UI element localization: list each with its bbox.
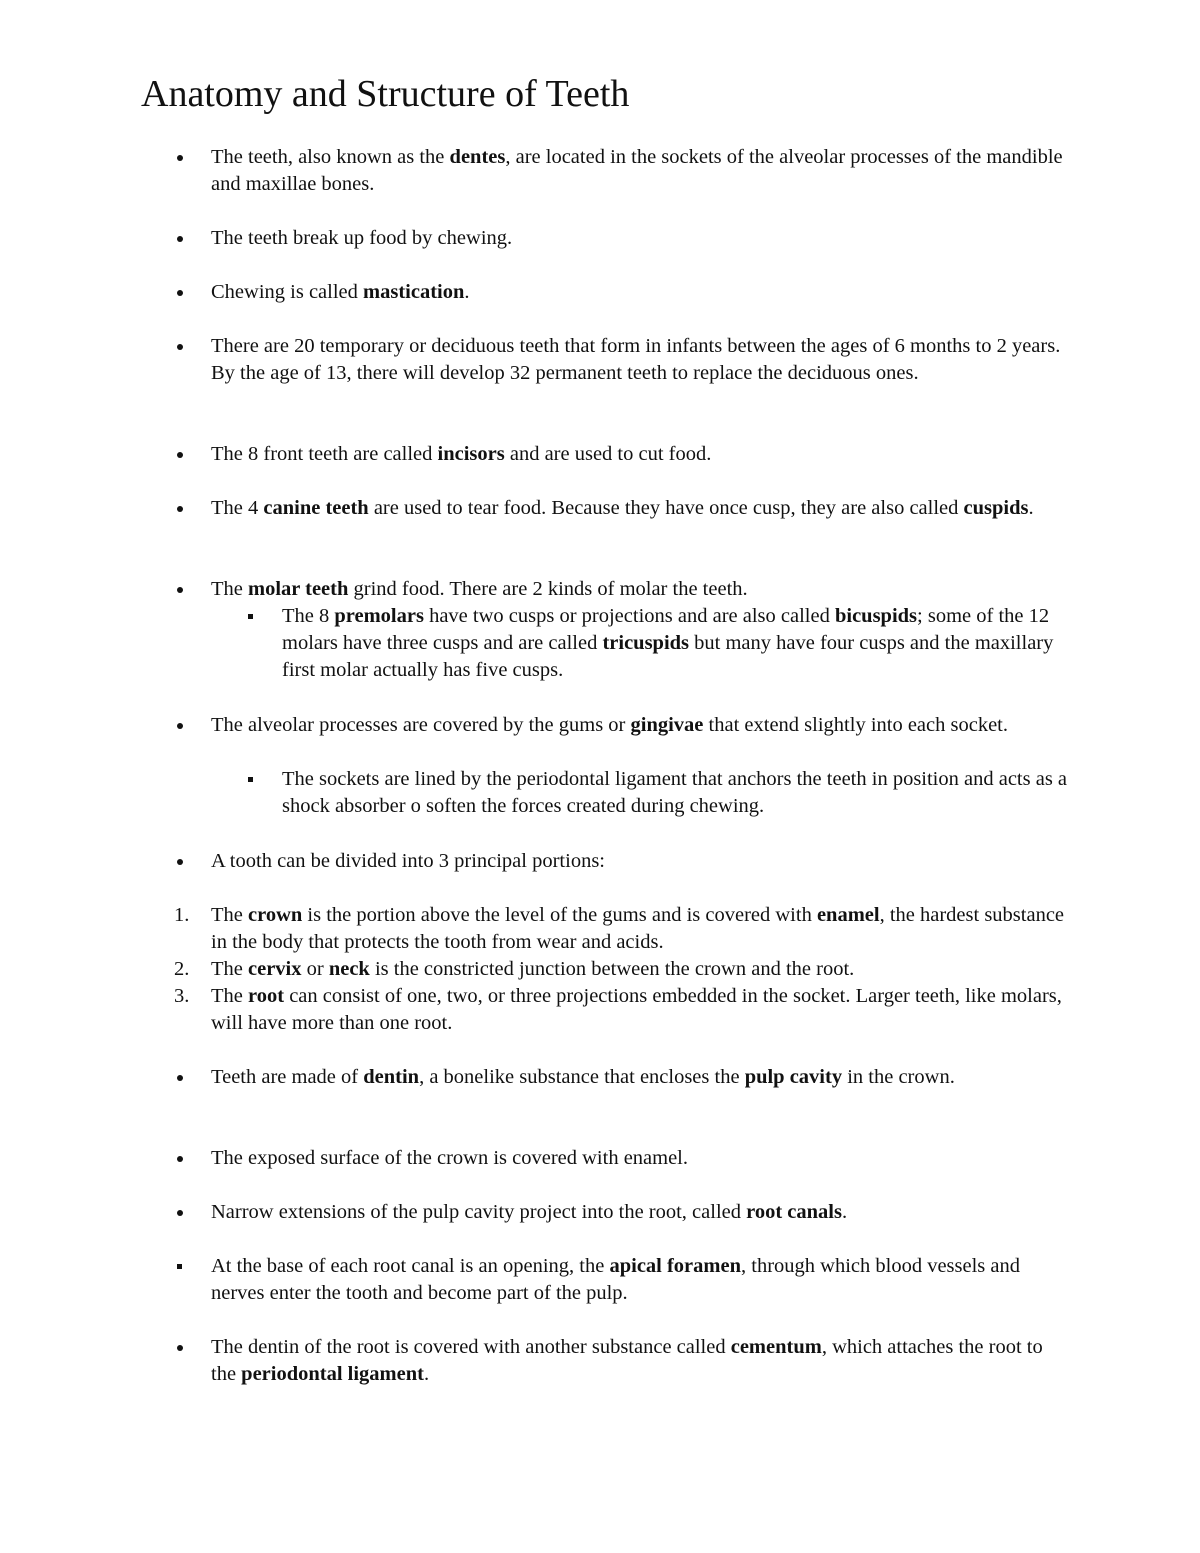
text-run: grind food. There are 2 kinds of molar the teeth. [348,578,748,600]
text-run: . [423,1363,430,1385]
bold-term: gingivae [630,714,704,736]
text-run: Chewing is called [211,281,364,303]
list-item [211,1199,1071,1226]
bold-term: cementum [730,1336,822,1358]
list-item [211,712,1071,739]
text-run: The [211,578,248,600]
bold-term: canine teeth [263,497,369,519]
text-run: . [841,1201,848,1223]
text-run: . [464,281,470,303]
text-run: , the hardest substance in the body that protects the tooth from wear and acids. [211,904,1065,953]
text-run: The 8 front teeth are called [211,443,438,465]
bullet-dot-icon [177,290,183,296]
text-run: but many have four cusps and the maxillary first molar actually has five cusps. [282,632,1054,681]
text-run: have two cusps or projections and are also called [423,605,835,627]
bold-term: crown [248,904,303,926]
bold-term: incisors [437,443,505,465]
text-run: The [211,958,248,980]
text-run: The 4 [211,497,264,519]
bold-term: dentin [363,1066,420,1088]
bold-term: premolars [334,605,424,627]
bullet-dot-icon [177,1156,183,1162]
page-title: Anatomy and Structure of Teeth [141,73,630,115]
bold-term: cuspids [963,497,1029,519]
list-item [211,333,1071,387]
list-item [211,495,1071,522]
bold-term: molar teeth [248,578,349,600]
list-item [211,1334,1071,1388]
text-run: , a bonelike substance that encloses the [419,1066,745,1088]
bold-term: bicuspids [834,605,918,627]
text-run: The sockets are lined by the periodontal ligament that anchors the teeth in position and acts as a shock absorber o soften the forces created during chewing. [282,768,1068,817]
text-run: The teeth break up food by chewing. [211,227,513,249]
bullet-dot-icon [177,236,183,242]
list-item [211,1064,1071,1091]
bullet-dot-icon [177,1345,183,1351]
text-run: At the base of each root canal is an opening, the [211,1255,610,1277]
bold-term: apical foramen [609,1255,741,1277]
list-item [211,1145,1071,1172]
sub-list-item [282,766,1072,820]
bullet-dot-icon [177,452,183,458]
bullet-dot-icon [177,859,183,865]
text-run: , are located in the sockets of the alveolar processes of the mandible and maxillae bones. [211,146,1063,195]
list-number: 3. [174,985,190,1007]
text-run: The teeth, also known as the [211,146,450,168]
text-run: that extend slightly into each socket. [703,714,1008,736]
bold-term: pulp cavity [744,1066,843,1088]
bullet-dot-icon [177,506,183,512]
bold-term: root [248,985,285,1007]
text-run: , which attaches the root to the [211,1336,1043,1385]
text-run: , through which blood vessels and nerves enter the tooth and become part of the pulp. [211,1255,1020,1304]
sub-list-item [282,603,1072,684]
text-run: or [301,958,329,980]
bullet-square-icon [248,614,253,619]
text-run: Narrow extensions of the pulp cavity project into the root, called [211,1201,747,1223]
list-number: 1. [174,904,190,926]
text-run: Teeth are made of [211,1066,364,1088]
bullet-dot-icon [177,723,183,729]
text-run: are used to tear food. Because they have once cusp, they are also called [368,497,964,519]
list-item [211,144,1071,198]
numbered-item [211,983,1071,1037]
bold-term: root canals [746,1201,842,1223]
text-run: and are used to cut food. [504,443,712,465]
list-item [211,225,1071,252]
bullet-square-icon [248,777,253,782]
list-item [211,1253,1071,1307]
bullet-dot-icon [177,1075,183,1081]
bullet-square-icon [177,1264,182,1269]
numbered-item [211,902,1071,956]
bold-term: tricuspids [602,632,690,654]
text-run: is the constricted junction between the crown and the root. [369,958,855,980]
text-run: The exposed surface of the crown is covered with enamel. [211,1147,689,1169]
text-run: The alveolar processes are covered by the gums or [211,714,631,736]
text-run: in the crown. [842,1066,955,1088]
text-run: is the portion above the level of the gums and is covered with [302,904,817,926]
text-run: can consist of one, two, or three projections embedded in the socket. Larger teeth, like molars, will have more than one root. [211,985,1062,1034]
list-number: 2. [174,958,190,980]
bullet-dot-icon [177,1210,183,1216]
text-run: The [211,985,248,1007]
bold-term: neck [328,958,370,980]
text-run: The dentin of the root is covered with another substance called [211,1336,731,1358]
bullet-dot-icon [177,587,183,593]
list-item [211,848,1071,875]
text-run: There are 20 temporary or deciduous teeth that form in infants between the ages of 6 months to 2 years. By the age of 13, there will develop 32 permanent teeth to replace the deciduous ones. [211,335,1061,384]
text-run: . [1028,497,1034,519]
list-item [211,441,1071,468]
numbered-item [211,956,1071,983]
bold-term: enamel [816,904,880,926]
list-item [211,279,1071,306]
text-run: ; some of the 12 molars have three cusps and are called [282,605,1050,654]
list-item [211,576,1071,603]
bold-term: periodontal ligament [241,1363,424,1385]
bold-term: mastication [363,281,465,303]
bold-term: dentes [449,146,506,168]
bullet-dot-icon [177,155,183,161]
bold-term: cervix [248,958,302,980]
text-run: The 8 [282,605,335,627]
text-run: The [211,904,248,926]
bullet-dot-icon [177,344,183,350]
text-run: A tooth can be divided into 3 principal portions: [211,850,605,872]
